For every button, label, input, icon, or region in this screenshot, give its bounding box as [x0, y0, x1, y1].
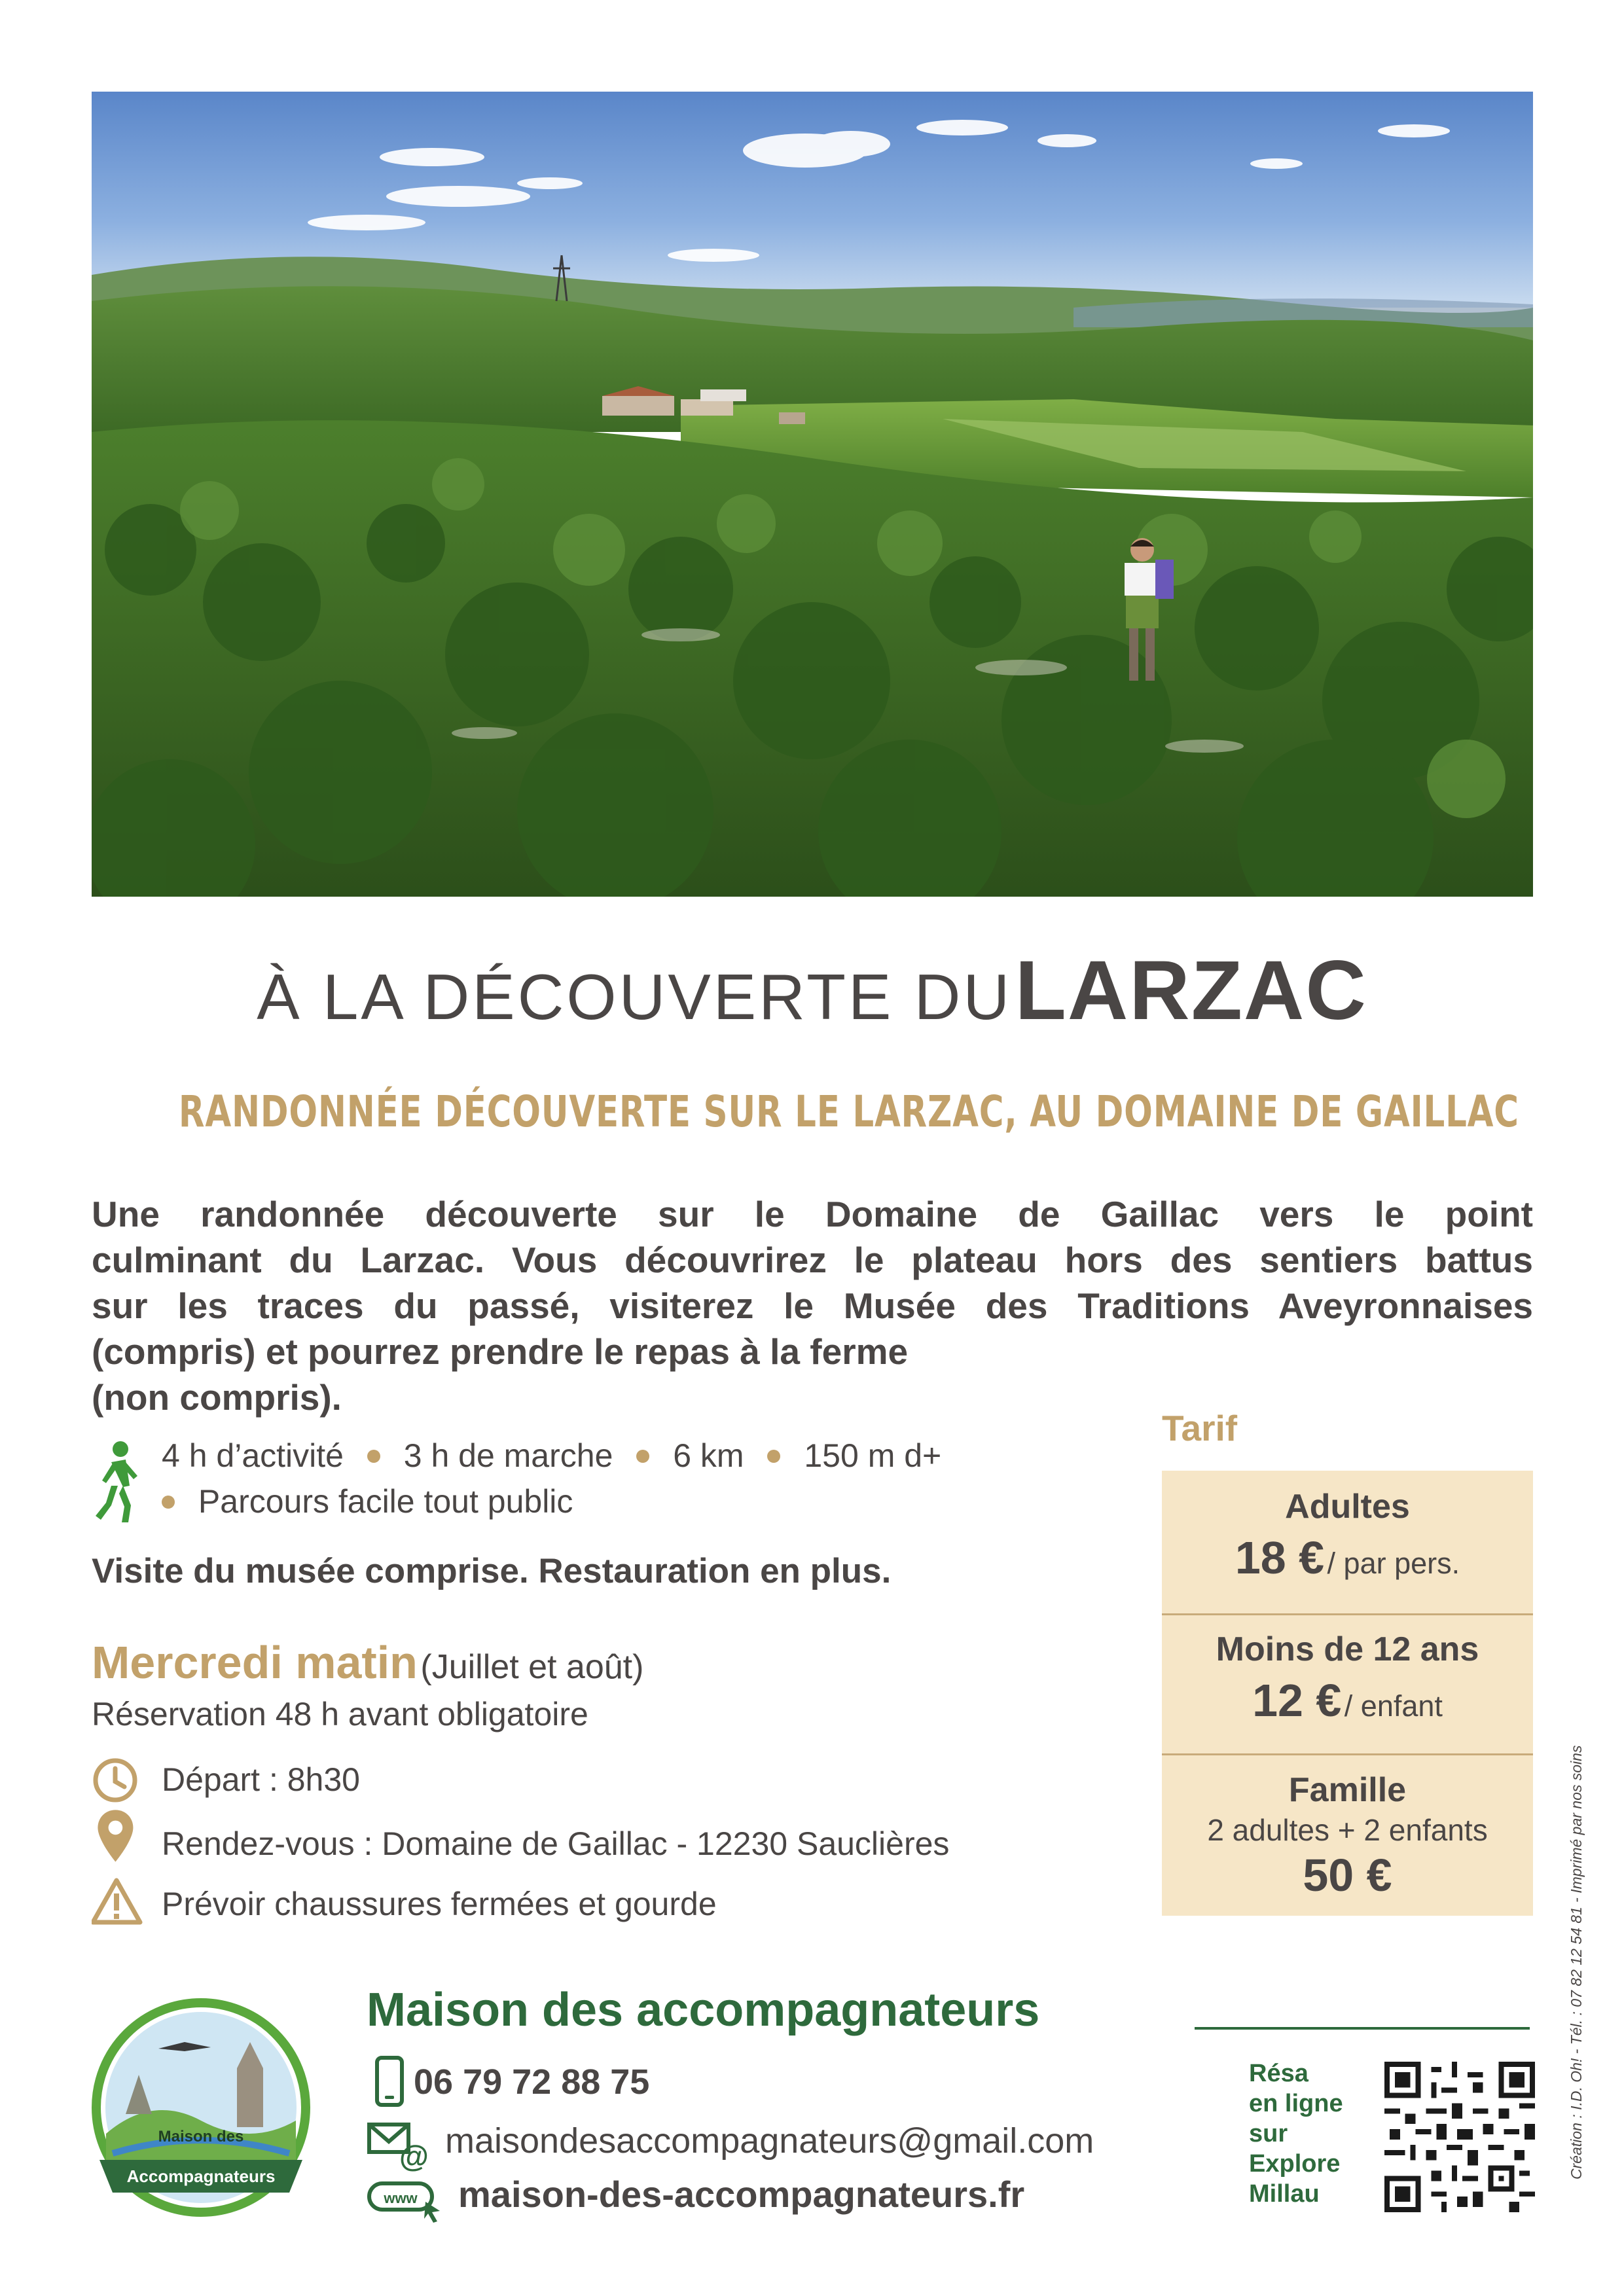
web-icon — [367, 2173, 445, 2225]
bullet-dot — [767, 1450, 780, 1463]
tarif-children-price: 12 € — [1252, 1675, 1342, 1726]
equipment-note: Prévoir chaussures fermées et gourde — [162, 1886, 717, 1922]
schedule-day — [92, 1636, 643, 1689]
tarif-box — [1162, 1471, 1533, 1916]
maison-accompagnateurs-logo — [86, 1996, 316, 2232]
hero-photo — [92, 92, 1533, 897]
bullet-dot — [636, 1450, 649, 1463]
tarif-family-name: Famille — [1288, 1771, 1407, 1809]
tarif-children-price-row — [1162, 1674, 1533, 1727]
title-bold: LARZAC — [1015, 944, 1367, 1037]
hiker-icon — [92, 1440, 144, 1525]
email-address[interactable]: maisondesaccompagnateurs@gmail.com — [445, 2121, 1094, 2161]
organization-name: Maison des accompagnateurs — [367, 1984, 1040, 2036]
schedule-period: (Juillet et août) — [420, 1648, 644, 1686]
musee-note: Visite du musée comprise. Restauration en plus. — [92, 1552, 892, 1590]
tarif-adults — [1162, 1487, 1533, 1584]
tarif-family-detail: 2 adultes + 2 enfants — [1207, 1813, 1488, 1847]
resa-online-label — [1249, 2058, 1343, 2209]
tarif-divider — [1162, 1613, 1533, 1615]
schedule-day-name: Mercredi matin — [92, 1637, 418, 1688]
landscape-photo-icon — [92, 92, 1533, 897]
resa-line: en ligne — [1249, 2090, 1343, 2117]
logo-text-1: Maison des — [158, 2128, 244, 2145]
activity-duration: 4 h d’activité — [162, 1437, 344, 1474]
tarif-children — [1162, 1630, 1533, 1727]
title-light: À LA DÉCOUVERTE DU — [257, 961, 1013, 1033]
intro-line: (compris) et pourrez prendre le repas à la ferme — [92, 1331, 909, 1372]
qr-code-icon[interactable] — [1384, 2062, 1535, 2212]
tarif-label: Tarif — [1162, 1408, 1238, 1448]
tarif-divider — [1162, 1753, 1533, 1755]
activity-walking: 3 h de marche — [403, 1437, 613, 1474]
svg-text:@: @ — [399, 2139, 429, 2172]
logo-text-2: Accompagnateurs — [126, 2166, 276, 2186]
bullet-dot — [367, 1450, 380, 1463]
tarif-family — [1162, 1770, 1533, 1901]
activity-distance: 6 km — [673, 1437, 744, 1474]
activity-line-2 — [162, 1482, 573, 1520]
resa-line: Explore — [1249, 2150, 1341, 2178]
website-link[interactable]: maison-des-accompagnateurs.fr — [458, 2174, 1025, 2215]
activity-line-1 — [162, 1437, 941, 1475]
tarif-children-name: Moins de 12 ans — [1216, 1630, 1479, 1668]
clock-icon — [92, 1753, 144, 1812]
warning-icon — [92, 1873, 144, 1932]
tarif-adults-name: Adultes — [1285, 1488, 1410, 1526]
page-title — [0, 942, 1624, 1039]
web-badge-text: www — [384, 2190, 418, 2206]
reservation-note: Réservation 48 h avant obligatoire — [92, 1696, 588, 1732]
bullet-dot — [162, 1496, 175, 1509]
resa-line: Résa — [1249, 2060, 1308, 2087]
meeting-point: Rendez-vous : Domaine de Gaillac - 12230 Sauclières — [162, 1825, 950, 1862]
intro-line: culminant du Larzac. Vous découvrirez le plateau hors des sentiers battus — [92, 1240, 1533, 1280]
organization-rule — [1195, 2027, 1530, 2030]
tarif-family-price: 50 € — [1303, 1850, 1392, 1901]
tarif-adults-price: 18 € — [1235, 1532, 1325, 1583]
activity-level: Parcours facile tout public — [198, 1483, 573, 1520]
activity-elevation: 150 m d+ — [804, 1437, 942, 1474]
resa-line: sur — [1249, 2120, 1288, 2147]
departure-time: Départ : 8h30 — [162, 1761, 360, 1798]
resa-line: Millau — [1249, 2180, 1320, 2208]
intro-line: Une randonnée découverte sur le Domaine de Gaillac vers le point — [92, 1194, 1533, 1234]
intro-paragraph — [92, 1191, 1533, 1420]
intro-line: (non compris). — [92, 1377, 342, 1418]
tarif-adults-unit: / par pers. — [1327, 1547, 1460, 1580]
print-credit: Création : I.D. Oh! - Tél. : 07 82 12 54 81 - Imprimé par nos soins — [1568, 1745, 1585, 2179]
phone-number[interactable]: 06 79 72 88 75 — [414, 2062, 650, 2102]
phone-icon — [367, 2055, 412, 2108]
email-icon — [367, 2119, 432, 2172]
subtitle: RANDONNÉE DÉCOUVERTE SUR LE LARZAC, AU DOMAINE DE GAILLAC — [178, 1086, 1519, 1137]
intro-line: sur les traces du passé, visiterez le Musée des Traditions Aveyronnaises — [92, 1285, 1533, 1326]
tarif-children-unit: / enfant — [1344, 1689, 1443, 1723]
tarif-adults-price-row — [1162, 1532, 1533, 1584]
location-pin-icon — [92, 1806, 144, 1865]
